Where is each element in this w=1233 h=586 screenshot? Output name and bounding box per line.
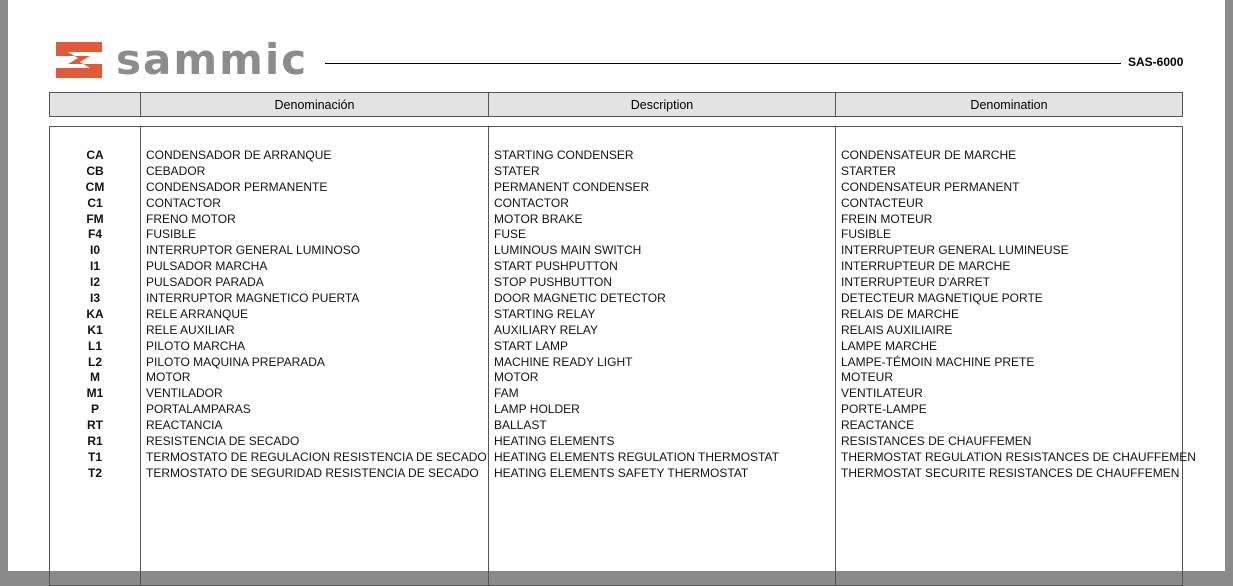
component-name-en: START PUSHPUTTON — [494, 259, 618, 274]
component-name-fr: THERMOSTAT SECURITE RESISTANCES DE CHAUFFEMEN — [841, 465, 1180, 480]
component-name-en: AUXILIARY RELAY — [494, 322, 599, 337]
component-name-en: START LAMP — [494, 338, 569, 353]
sammic-logo-icon — [50, 36, 108, 84]
component-name-en: MOTOR BRAKE — [494, 211, 583, 226]
component-code: I0 — [89, 243, 100, 258]
component-name-en: STARTING CONDENSER — [494, 148, 634, 162]
component-name-es: REACTANCIA — [146, 418, 223, 433]
component-name-en: MACHINE READY LIGHT — [494, 354, 633, 369]
header-english: Description — [488, 93, 835, 116]
component-code: CB — [86, 163, 104, 178]
component-name-fr: LAMPE MARCHE — [841, 338, 938, 353]
component-name-en: LUMINOUS MAIN SWITCH — [494, 243, 642, 258]
component-name-fr: RESISTANCES DE CHAUFFEMEN — [841, 434, 1032, 449]
component-name-es: FRENO MOTOR — [146, 211, 236, 226]
component-name-en: PERMANENT CONDENSER — [494, 179, 650, 194]
component-name-es: PULSADOR MARCHA — [146, 259, 268, 274]
component-name-es: RELE AUXILIAR — [146, 322, 235, 337]
component-code: K1 — [87, 322, 103, 337]
component-name-fr: INTERRUPTEUR D'ARRET — [841, 275, 990, 290]
component-code: T1 — [87, 449, 102, 464]
document-page — [8, 0, 1225, 571]
component-code: I2 — [89, 275, 100, 290]
component-name-en: LAMP HOLDER — [494, 402, 580, 417]
component-name-fr: FREIN MOTEUR — [841, 211, 933, 226]
component-code: R1 — [87, 434, 103, 449]
component-name-fr: THERMOSTAT REGULATION RESISTANCES DE CHAUFFEMEN — [841, 449, 1196, 464]
component-code: L1 — [87, 338, 102, 353]
component-code: CM — [85, 179, 105, 194]
component-table — [49, 126, 1196, 586]
component-name-fr: CONTACTEUR — [841, 195, 924, 210]
table-header — [49, 92, 1183, 117]
component-name-fr: RELAIS DE MARCHE — [841, 306, 960, 321]
component-code: I1 — [89, 259, 100, 274]
component-name-fr: INTERRUPTEUR DE MARCHE — [841, 259, 1011, 274]
component-code: M1 — [86, 386, 104, 401]
header-rule — [325, 63, 1121, 64]
component-name-fr: RELAIS AUXILIAIRE — [841, 322, 953, 337]
component-name-en: CONTACTOR — [494, 195, 569, 210]
component-name-en: STARTING RELAY — [494, 306, 596, 321]
component-name-en: MOTOR — [494, 370, 539, 385]
component-name-en: STATER — [494, 163, 540, 178]
component-code: L2 — [87, 354, 102, 369]
component-name-en: HEATING ELEMENTS SAFETY THERMOSTAT — [494, 465, 749, 480]
spanish-column — [140, 127, 488, 585]
component-name-es: PILOTO MAQUINA PREPARADA — [146, 354, 325, 369]
component-code: I3 — [89, 291, 100, 306]
component-name-en: FAM — [494, 386, 519, 401]
component-name-es: CONDENSADOR PERMANENTE — [146, 179, 328, 194]
component-code: M — [90, 370, 100, 385]
component-name-es: TERMOSTATO DE SEGURIDAD RESISTENCIA DE SECADO — [146, 465, 479, 480]
component-code: CA — [86, 148, 104, 162]
component-name-fr: VENTILATEUR — [841, 386, 923, 401]
french-column — [835, 127, 1196, 585]
component-name-es: CONDENSADOR DE ARRANQUE — [146, 148, 332, 162]
code-column — [50, 127, 140, 585]
component-name-es: PORTALAMPARAS — [146, 402, 251, 417]
component-name-fr: FUSIBLE — [841, 227, 892, 242]
component-name-es: TERMOSTATO DE REGULACION RESISTENCIA DE SECADO — [146, 449, 487, 464]
component-name-fr: PORTE-LAMPE — [841, 402, 927, 417]
component-name-es: RELE ARRANQUE — [146, 306, 249, 321]
component-name-fr: REACTANCE — [841, 418, 915, 433]
component-name-es: RESISTENCIA DE SECADO — [146, 434, 300, 449]
component-code: F4 — [87, 227, 102, 242]
header-code — [50, 93, 140, 116]
component-code: P — [90, 402, 99, 417]
component-name-es: FUSIBLE — [146, 227, 197, 242]
brand-name: sammic — [116, 35, 309, 84]
component-name-fr: LAMPE-TÉMOIN MACHINE PRETE — [841, 354, 1035, 369]
component-name-en: HEATING ELEMENTS — [494, 434, 615, 449]
component-name-es: CONTACTOR — [146, 195, 221, 210]
component-name-es: PULSADOR PARADA — [146, 275, 264, 290]
component-name-en: DOOR MAGNETIC DETECTOR — [494, 291, 666, 306]
component-code: KA — [86, 306, 104, 321]
component-code: RT — [87, 418, 103, 433]
component-name-fr: MOTEUR — [841, 370, 893, 385]
component-code: C1 — [87, 195, 103, 210]
model-number: SAS-6000 — [1128, 55, 1184, 69]
component-name-fr: STARTER — [841, 163, 896, 178]
component-name-en: HEATING ELEMENTS REGULATION THERMOSTAT — [494, 449, 779, 464]
component-name-es: MOTOR — [146, 370, 191, 385]
header-spanish: Denominación — [140, 93, 488, 116]
component-code: T2 — [87, 465, 102, 480]
brand-logo — [50, 36, 308, 84]
component-name-fr: DETECTEUR MAGNETIQUE PORTE — [841, 291, 1043, 306]
component-name-es: INTERRUPTOR GENERAL LUMINOSO — [146, 243, 361, 258]
component-code: FM — [86, 211, 104, 226]
component-name-en: STOP PUSHBUTTON — [494, 275, 613, 290]
component-name-es: VENTILADOR — [146, 386, 223, 401]
component-name-en: BALLAST — [494, 418, 547, 433]
component-name-en: FUSE — [494, 227, 527, 242]
component-name-fr: INTERRUPTEUR GENERAL LUMINEUSE — [841, 243, 1069, 258]
header-french: Denomination — [835, 93, 1182, 116]
component-name-es: CEBADOR — [146, 163, 206, 178]
component-name-fr: CONDENSATEUR PERMANENT — [841, 179, 1020, 194]
component-name-fr: CONDENSATEUR DE MARCHE — [841, 148, 1017, 162]
component-name-es: INTERRUPTOR MAGNETICO PUERTA — [146, 291, 360, 306]
component-name-es: PILOTO MARCHA — [146, 338, 246, 353]
english-column — [488, 127, 835, 585]
